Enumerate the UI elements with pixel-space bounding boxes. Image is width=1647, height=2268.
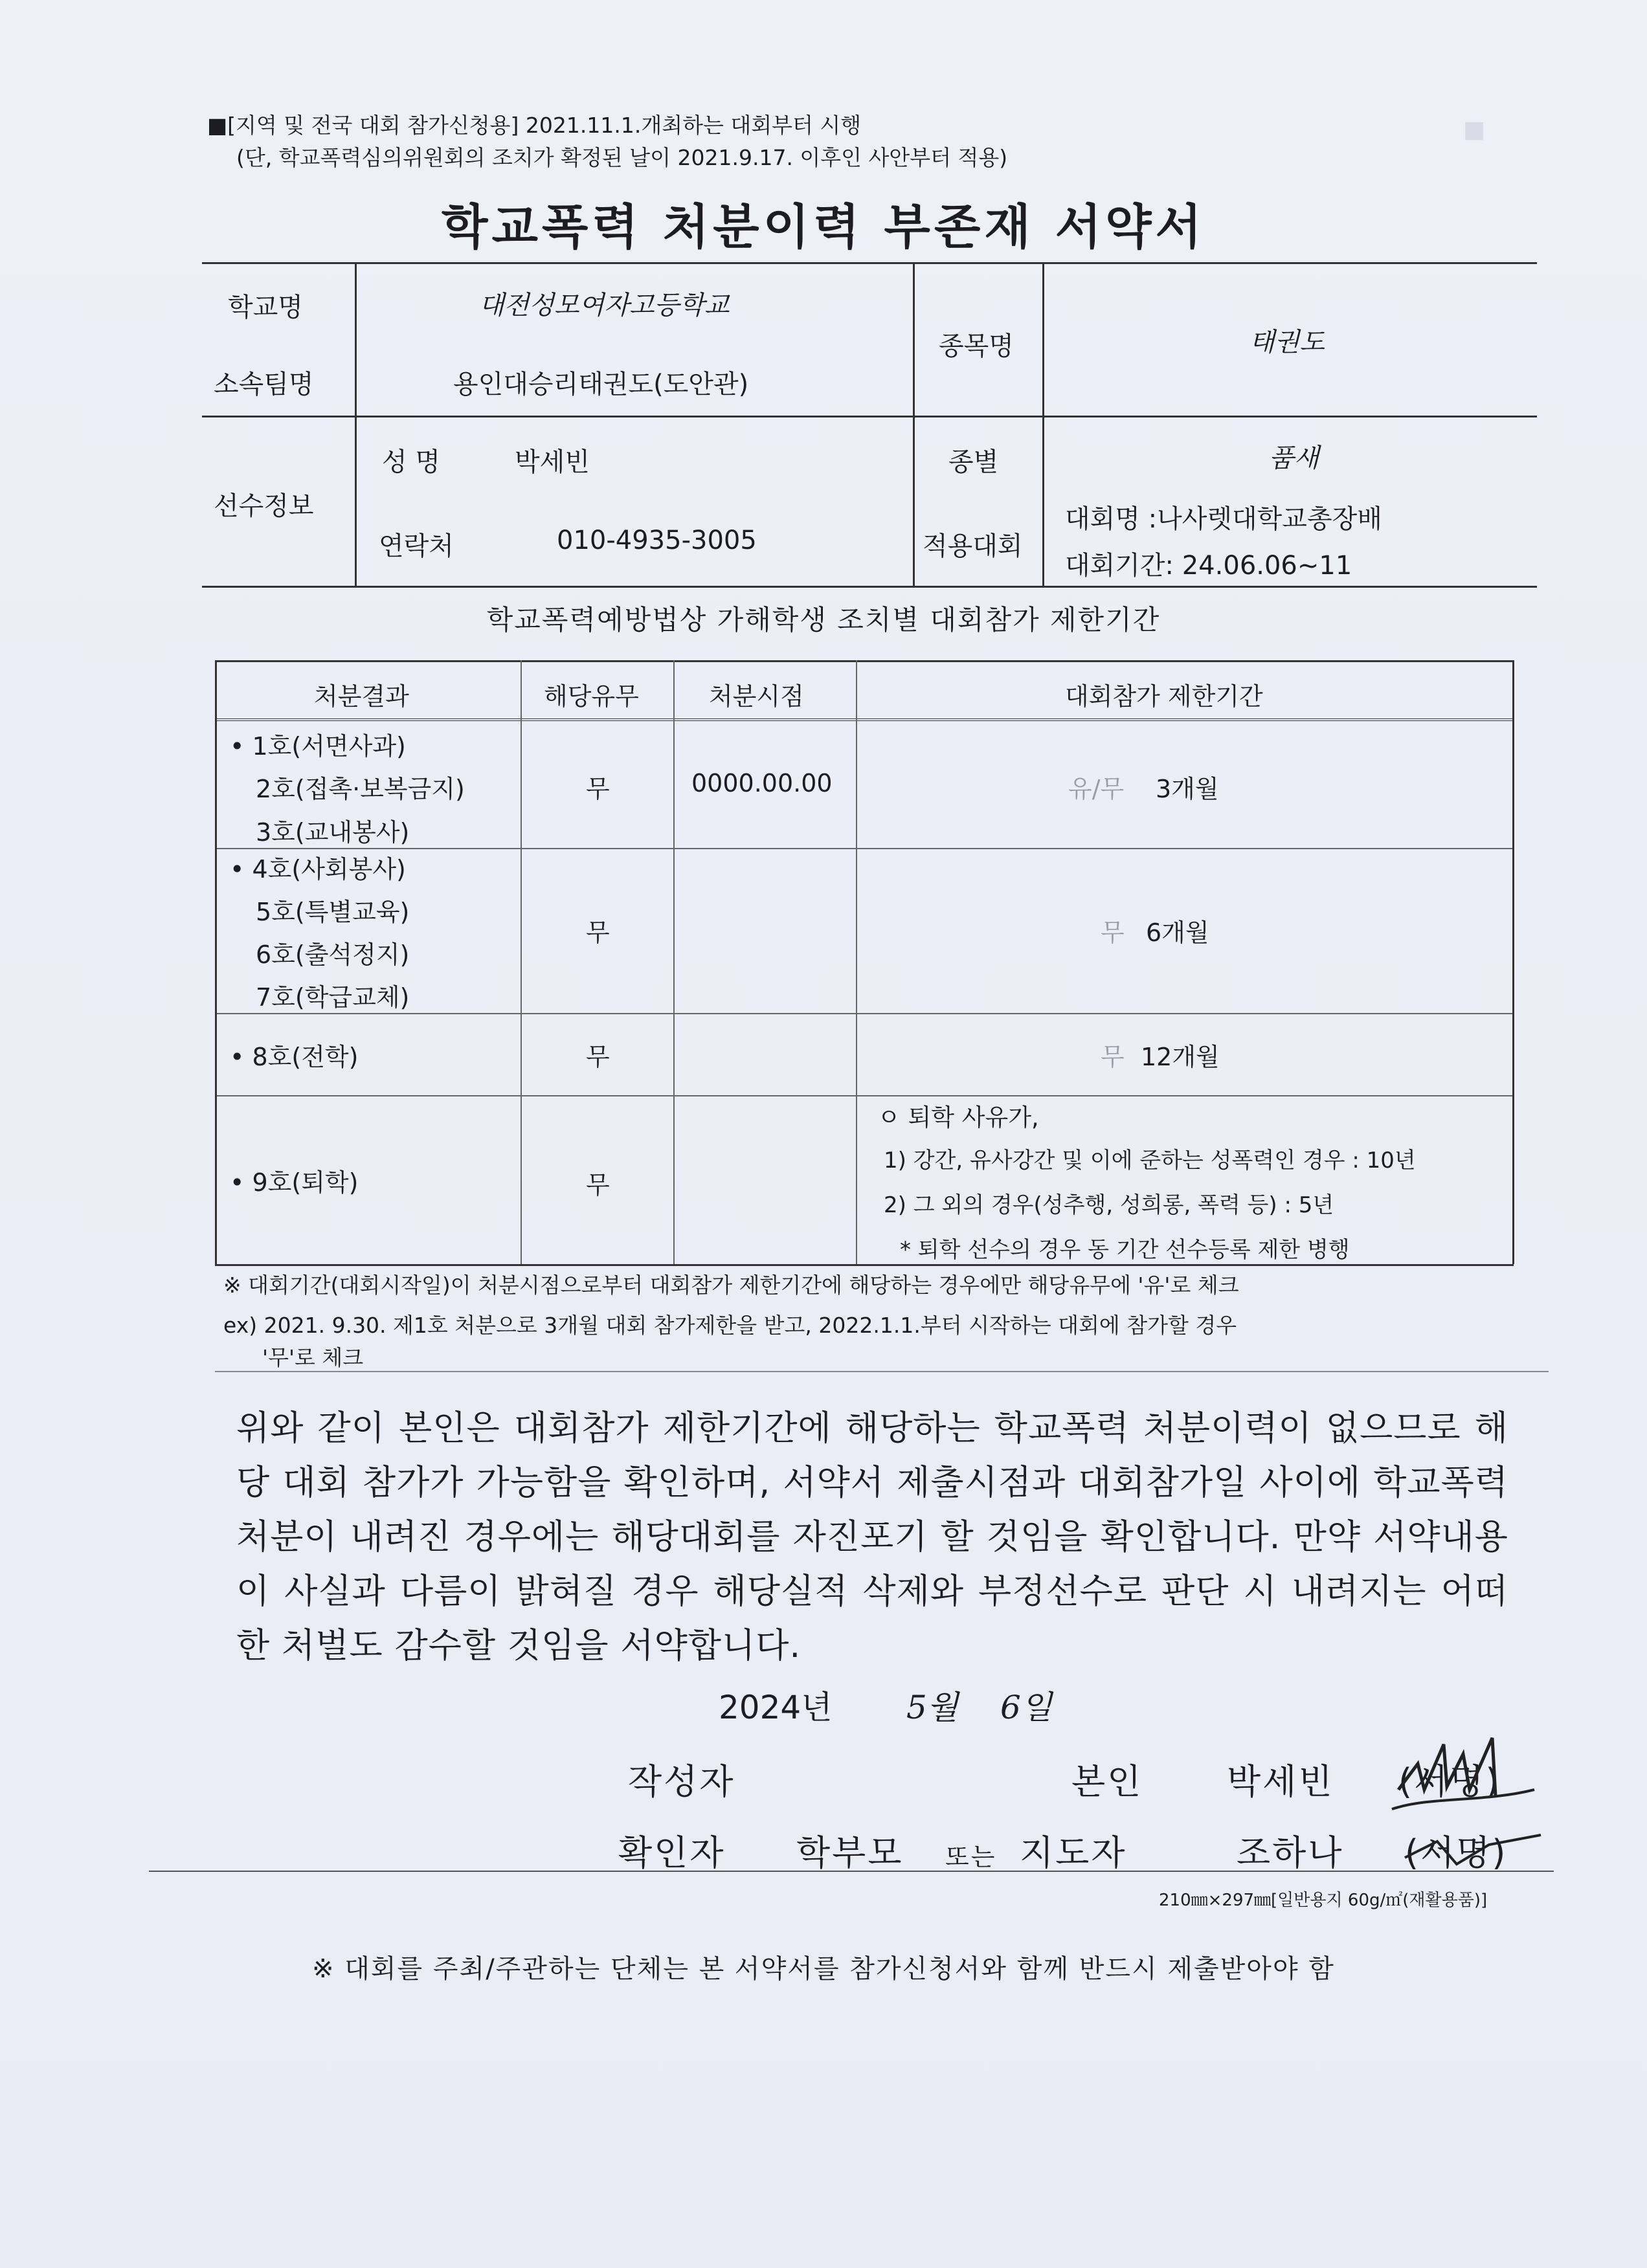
col-header: 처분결과 bbox=[314, 682, 409, 711]
player-info-label: 선수정보 bbox=[214, 491, 314, 521]
document-title: 학교폭력 처분이력 부존재 서약서 bbox=[441, 199, 1206, 255]
applicable-value: 무 bbox=[586, 1043, 610, 1071]
show-through-mark: ■ bbox=[1463, 117, 1486, 143]
restriction-period: 6개월 bbox=[1146, 918, 1209, 947]
phone-label: 연락처 bbox=[379, 531, 454, 561]
restriction-period: 3개월 bbox=[1156, 775, 1219, 803]
disposition-item: 5호(특별교육) bbox=[256, 898, 410, 926]
remarks-divider bbox=[215, 1371, 1549, 1372]
writer-label: 작성자 bbox=[628, 1761, 735, 1802]
restriction-table-vline bbox=[521, 660, 522, 1264]
competition-label: 적용대회 bbox=[923, 531, 1023, 561]
phone-value: 010-4935-3005 bbox=[557, 526, 757, 555]
remark-line: ※ 대회기간(대회시작일)이 처분시점으로부터 대회참가 제한기간에 해당하는 경우에만 해당유무에 '유'로 체크 bbox=[223, 1273, 1239, 1298]
self-label: 본인 bbox=[1071, 1761, 1143, 1802]
signature-divider bbox=[149, 1871, 1554, 1872]
yes-no-print: 무 bbox=[1101, 1043, 1125, 1071]
handwritten-signature bbox=[1379, 1718, 1547, 1880]
expulsion-note: * 퇴학 선수의 경우 동 기간 선수등록 제한 병행 bbox=[900, 1237, 1350, 1263]
restriction-table-row-line bbox=[215, 1013, 1514, 1014]
self-name: 박세빈 bbox=[1227, 1761, 1334, 1802]
remark-line: '무'로 체크 bbox=[262, 1345, 364, 1370]
restriction-section-title: 학교폭력예방법상 가해학생 조치별 대회참가 제한기간 bbox=[486, 604, 1161, 636]
confirmer-label: 확인자 bbox=[618, 1832, 726, 1873]
disposition-item: 2호(접촉·보복금지) bbox=[256, 775, 465, 803]
competition-name: 대회명 :나사렛대학교총장배 bbox=[1065, 504, 1382, 534]
applicable-value: 무 bbox=[586, 1171, 610, 1199]
signature-mark: (서명) bbox=[1405, 1832, 1508, 1873]
disposition-item: 3호(교내봉사) bbox=[256, 818, 410, 847]
disposition-item: • 4호(사회봉사) bbox=[230, 849, 406, 885]
event-value: 태권도 bbox=[1249, 328, 1325, 357]
info-table-vline bbox=[1042, 262, 1044, 586]
info-table-bottom-border bbox=[202, 586, 1537, 588]
confirmer-name: 조하나 bbox=[1237, 1832, 1344, 1873]
yes-no-print: 유/무 bbox=[1068, 775, 1125, 803]
info-table-divider bbox=[202, 416, 1537, 417]
info-table-vline bbox=[913, 262, 915, 586]
restriction-table-bottom bbox=[215, 1264, 1514, 1266]
disposition-item: 7호(학급교체) bbox=[256, 983, 410, 1012]
restriction-table-vline bbox=[673, 660, 675, 1264]
restriction-period: 12개월 bbox=[1141, 1043, 1220, 1071]
restriction-table-top bbox=[215, 660, 1514, 662]
col-header: 해당유무 bbox=[544, 682, 639, 711]
restriction-table-vline bbox=[1512, 660, 1514, 1264]
pledge-paragraph: 위와 같이 본인은 대회참가 제한기간에 해당하는 학교폭력 처분이력이 없으므로 해당 대회 참가가 가능함을 확인하며, 서약서 제출시점과 대회참가일 사이에 학교폭력 처분이 내려진 경우에는 해당대회를 자진포기 할 것임을 확인합니다. 만약 서약내용이 사실과 다름이 밝혀질 경우 해당실적 삭제와 부정선수로 판단 시 내려지는 어떠한 처벌도 감수할 것임을 서약합니다. bbox=[236, 1408, 1508, 1665]
date-year: 2024년 bbox=[719, 1689, 833, 1726]
name-value: 박세빈 bbox=[515, 447, 590, 477]
applicable-value: 무 bbox=[586, 775, 610, 803]
disposition-date: 0000.00.00 bbox=[691, 769, 833, 797]
restriction-table-vline bbox=[856, 660, 857, 1264]
disposition-item: • 8호(전학) bbox=[230, 1037, 358, 1073]
competition-period: 대회기간: 24.06.06~11 bbox=[1065, 551, 1352, 581]
school-value: 대전성모여자고등학교 bbox=[479, 291, 730, 320]
coach-label: 지도자 bbox=[1020, 1832, 1127, 1873]
expulsion-note: 1) 강간, 유사강간 및 이에 준하는 성폭력인 경우 : 10년 bbox=[884, 1148, 1416, 1173]
name-label: 성 명 bbox=[382, 447, 440, 477]
info-table-vline bbox=[355, 262, 357, 586]
disposition-item: • 9호(퇴학) bbox=[230, 1162, 358, 1198]
parent-label: 학부모 bbox=[796, 1832, 904, 1873]
footer-notice: ※ 대회를 주최/주관하는 단체는 본 서약서를 참가신청서와 함께 반드시 제출받아야 함 bbox=[312, 1954, 1335, 1984]
header-line-2: (단, 학교폭력심의위원회의 조치가 확정된 날이 2021.9.17. 이후인 사안부터 적용) bbox=[236, 145, 1008, 170]
yes-no-print: 무 bbox=[1101, 918, 1125, 947]
school-label: 학교명 bbox=[228, 293, 303, 322]
restriction-table-row-line bbox=[215, 1095, 1514, 1096]
or-label: 또는 bbox=[945, 1843, 997, 1871]
date-month: 5월 bbox=[906, 1689, 959, 1726]
team-value: 용인대승리태권도(도안관) bbox=[453, 370, 749, 399]
signature-mark: (서명) bbox=[1398, 1761, 1501, 1802]
expulsion-note: 2) 그 외의 경우(성추행, 성희롱, 폭력 등) : 5년 bbox=[884, 1192, 1334, 1218]
info-table-top-border bbox=[202, 262, 1537, 264]
paper-spec: 210㎜×297㎜[일반용지 60g/㎡(재활용품)] bbox=[1159, 1891, 1488, 1910]
header-line-1: ■[지역 및 전국 대회 참가신청용] 2021.11.1.개최하는 대회부터 시행 bbox=[207, 113, 862, 138]
col-header: 대회참가 제한기간 bbox=[1065, 682, 1263, 711]
team-label: 소속팀명 bbox=[214, 370, 314, 399]
restriction-table-row-line bbox=[215, 848, 1514, 849]
applicable-value: 무 bbox=[586, 918, 610, 947]
disposition-item: 6호(출석정지) bbox=[256, 940, 410, 969]
expulsion-note: ㅇ 퇴학 사유가, bbox=[877, 1104, 1039, 1131]
category-label: 종별 bbox=[948, 447, 999, 477]
restriction-table-header-line bbox=[215, 718, 1514, 721]
remark-line: ex) 2021. 9.30. 제1호 처분으로 3개월 대회 참가제한을 받고, 2022.1.1.부터 시작하는 대회에 참가할 경우 bbox=[223, 1313, 1237, 1338]
category-value: 품새 bbox=[1269, 443, 1319, 473]
event-label: 종목명 bbox=[939, 331, 1014, 361]
col-header: 처분시점 bbox=[709, 682, 804, 711]
disposition-item: • 1호(서면사과) bbox=[230, 726, 406, 762]
date-day: 6일 bbox=[1000, 1689, 1053, 1726]
restriction-table-vline bbox=[215, 660, 217, 1264]
